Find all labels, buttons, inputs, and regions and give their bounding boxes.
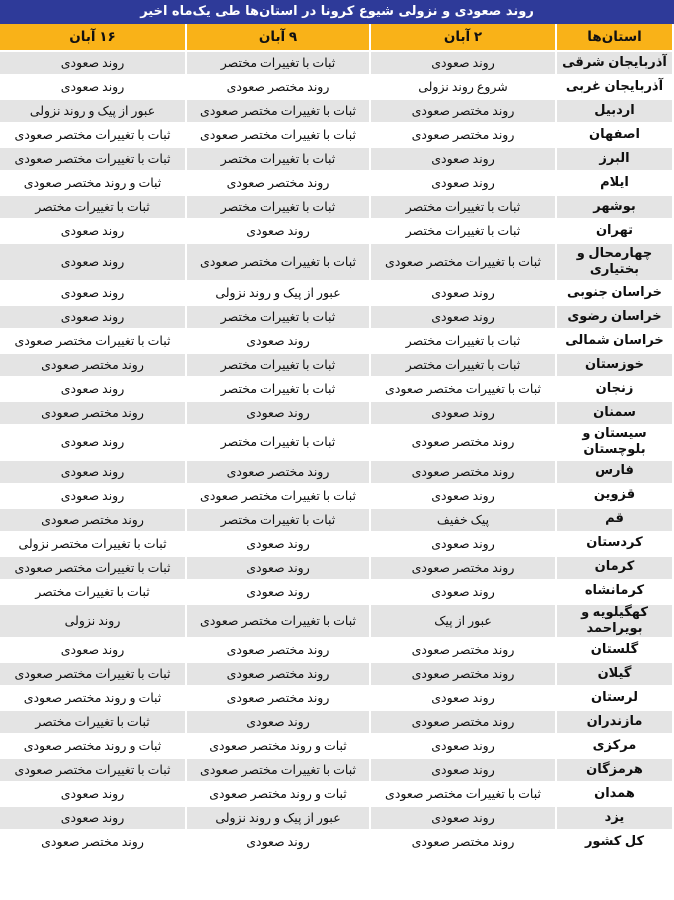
province-trend-table — [0, 24, 674, 855]
cell-date-2: روند مختصر صعودی — [186, 171, 370, 195]
cell-date-2: روند صعودی — [186, 532, 370, 556]
cell-province: کرمان — [556, 556, 673, 580]
cell-province: کردستان — [556, 532, 673, 556]
cell-date-1: روند صعودی — [370, 580, 556, 604]
cell-date-3: روند مختصر صعودی — [0, 508, 186, 532]
cell-date-1: شروع روند نزولی — [370, 75, 556, 99]
cell-date-2: عبور از پیک و روند نزولی — [186, 806, 370, 830]
header-row — [0, 24, 673, 51]
cell-date-1: روند مختصر صعودی — [370, 710, 556, 734]
cell-province: ایلام — [556, 171, 673, 195]
cell-date-2: روند صعودی — [186, 329, 370, 353]
table-row — [0, 758, 673, 782]
cell-date-3: روند نزولی — [0, 604, 186, 639]
cell-date-1: روند صعودی — [370, 51, 556, 75]
cell-date-1: روند مختصر صعودی — [370, 123, 556, 147]
cell-province: قزوین — [556, 484, 673, 508]
column-header-date-1: ۲ آبان — [370, 24, 556, 51]
cell-province: قم — [556, 508, 673, 532]
cell-date-2: عبور از پیک و روند نزولی — [186, 281, 370, 305]
cell-province: چهارمحال و بختیاری — [556, 243, 673, 281]
cell-date-3: ثبات با تغییرات مختصر — [0, 195, 186, 219]
cell-date-1: روند مختصر صعودی — [370, 425, 556, 460]
cell-date-2: ثبات با تغییرات مختصر — [186, 305, 370, 329]
cell-date-2: ثبات با تغییرات مختصر صعودی — [186, 758, 370, 782]
cell-date-3: روند صعودی — [0, 806, 186, 830]
cell-province: کرمانشاه — [556, 580, 673, 604]
cell-province: خوزستان — [556, 353, 673, 377]
cell-province: بوشهر — [556, 195, 673, 219]
table-row — [0, 580, 673, 604]
column-header-date-3: ۱۶ آبان — [0, 24, 186, 51]
cell-date-2: ثبات و روند مختصر صعودی — [186, 782, 370, 806]
cell-date-2: ثبات با تغییرات مختصر — [186, 425, 370, 460]
cell-date-3: روند صعودی — [0, 460, 186, 484]
cell-province: همدان — [556, 782, 673, 806]
cell-date-1: روند صعودی — [370, 401, 556, 425]
cell-province: کهگیلویه و بویراحمد — [556, 604, 673, 639]
table-row — [0, 638, 673, 662]
cell-province: خراسان رضوی — [556, 305, 673, 329]
cell-date-2: ثبات با تغییرات مختصر — [186, 147, 370, 171]
cell-date-1: روند صعودی — [370, 281, 556, 305]
cell-date-1: روند صعودی — [370, 806, 556, 830]
cell-date-3: ثبات با تغییرات مختصر — [0, 580, 186, 604]
cell-date-2: روند مختصر صعودی — [186, 662, 370, 686]
table-row — [0, 401, 673, 425]
cell-province: سمنان — [556, 401, 673, 425]
cell-date-3: ثبات با تغییرات مختصر نزولی — [0, 532, 186, 556]
cell-date-3: ثبات و روند مختصر صعودی — [0, 171, 186, 195]
column-header-date-2: ۹ آبان — [186, 24, 370, 51]
cell-date-1: عبور از پیک — [370, 604, 556, 639]
cell-date-1: ثبات با تغییرات مختصر — [370, 353, 556, 377]
cell-province: گیلان — [556, 662, 673, 686]
cell-date-1: روند صعودی — [370, 532, 556, 556]
table-row — [0, 734, 673, 758]
cell-date-1: ثبات با تغییرات مختصر — [370, 219, 556, 243]
cell-province: سیستان و بلوچستان — [556, 425, 673, 460]
table-row — [0, 662, 673, 686]
cell-date-1: روند مختصر صعودی — [370, 99, 556, 123]
cell-date-3: روند صعودی — [0, 377, 186, 401]
cell-date-1: ثبات با تغییرات مختصر — [370, 329, 556, 353]
table-row — [0, 710, 673, 734]
cell-date-1: ثبات با تغییرات مختصر صعودی — [370, 377, 556, 401]
cell-date-3: ثبات با تغییرات مختصر صعودی — [0, 662, 186, 686]
cell-date-3: ثبات با تغییرات مختصر صعودی — [0, 147, 186, 171]
cell-date-2: روند مختصر صعودی — [186, 460, 370, 484]
cell-date-3: ثبات و روند مختصر صعودی — [0, 734, 186, 758]
cell-province: هرمزگان — [556, 758, 673, 782]
cell-province: لرستان — [556, 686, 673, 710]
cell-date-2: ثبات با تغییرات مختصر صعودی — [186, 123, 370, 147]
cell-date-2: ثبات با تغییرات مختصر صعودی — [186, 484, 370, 508]
cell-date-3: ثبات با تغییرات مختصر — [0, 710, 186, 734]
cell-date-3: ثبات با تغییرات مختصر صعودی — [0, 329, 186, 353]
table-row — [0, 75, 673, 99]
cell-date-2: ثبات با تغییرات مختصر — [186, 51, 370, 75]
table-row — [0, 329, 673, 353]
cell-date-1: ثبات با تغییرات مختصر صعودی — [370, 782, 556, 806]
table-row — [0, 281, 673, 305]
cell-date-3: روند مختصر صعودی — [0, 401, 186, 425]
cell-date-3: روند صعودی — [0, 75, 186, 99]
cell-date-1: پیک خفیف — [370, 508, 556, 532]
cell-province: آذربایجان غربی — [556, 75, 673, 99]
cell-date-2: روند صعودی — [186, 830, 370, 854]
table-row — [0, 147, 673, 171]
cell-date-1: ثبات با تغییرات مختصر صعودی — [370, 243, 556, 281]
cell-date-3: عبور از پیک و روند نزولی — [0, 99, 186, 123]
cell-date-2: ثبات با تغییرات مختصر — [186, 195, 370, 219]
cell-date-2: ثبات با تغییرات مختصر صعودی — [186, 243, 370, 281]
cell-date-2: ثبات و روند مختصر صعودی — [186, 734, 370, 758]
cell-date-3: روند صعودی — [0, 425, 186, 460]
table-body — [0, 51, 673, 854]
cell-date-2: روند صعودی — [186, 580, 370, 604]
cell-date-1: روند صعودی — [370, 171, 556, 195]
cell-date-1: روند صعودی — [370, 484, 556, 508]
cell-date-2: ثبات با تغییرات مختصر — [186, 377, 370, 401]
cell-province: البرز — [556, 147, 673, 171]
table-row — [0, 830, 673, 854]
table-row — [0, 782, 673, 806]
cell-province: اردبیل — [556, 99, 673, 123]
cell-date-1: ثبات با تغییرات مختصر — [370, 195, 556, 219]
cell-date-1: روند صعودی — [370, 734, 556, 758]
cell-date-3: روند صعودی — [0, 243, 186, 281]
cell-date-2: روند صعودی — [186, 710, 370, 734]
cell-date-3: روند صعودی — [0, 484, 186, 508]
cell-date-1: روند صعودی — [370, 686, 556, 710]
cell-province: مازندران — [556, 710, 673, 734]
table-row — [0, 604, 673, 639]
cell-date-1: روند مختصر صعودی — [370, 556, 556, 580]
cell-province: کل کشور — [556, 830, 673, 854]
table-row — [0, 171, 673, 195]
table-row — [0, 806, 673, 830]
table-row — [0, 195, 673, 219]
cell-date-1: روند مختصر صعودی — [370, 662, 556, 686]
cell-date-2: روند صعودی — [186, 219, 370, 243]
table-row — [0, 353, 673, 377]
cell-date-2: ثبات با تغییرات مختصر — [186, 353, 370, 377]
table-row — [0, 219, 673, 243]
cell-date-3: ثبات با تغییرات مختصر صعودی — [0, 123, 186, 147]
table-row — [0, 508, 673, 532]
cell-province: اصفهان — [556, 123, 673, 147]
cell-date-2: روند مختصر صعودی — [186, 638, 370, 662]
table-row — [0, 99, 673, 123]
cell-date-1: روند مختصر صعودی — [370, 638, 556, 662]
cell-date-1: روند صعودی — [370, 147, 556, 171]
cell-date-3: روند صعودی — [0, 281, 186, 305]
cell-province: خراسان جنوبی — [556, 281, 673, 305]
table-row — [0, 377, 673, 401]
table-row — [0, 425, 673, 460]
cell-date-3: روند صعودی — [0, 51, 186, 75]
cell-province: زنجان — [556, 377, 673, 401]
cell-date-3: روند صعودی — [0, 782, 186, 806]
cell-date-3: روند مختصر صعودی — [0, 353, 186, 377]
cell-date-1: روند مختصر صعودی — [370, 460, 556, 484]
cell-date-3: روند صعودی — [0, 305, 186, 329]
cell-date-3: ثبات با تغییرات مختصر صعودی — [0, 556, 186, 580]
table-row — [0, 51, 673, 75]
cell-date-2: ثبات با تغییرات مختصر — [186, 508, 370, 532]
page-title: روند صعودی و نزولی شیوع کرونا در استان‌ها طی یک‌ماه اخیر — [0, 0, 674, 24]
table-row — [0, 123, 673, 147]
cell-province: یزد — [556, 806, 673, 830]
cell-date-1: روند مختصر صعودی — [370, 830, 556, 854]
table-row — [0, 243, 673, 281]
table-row — [0, 686, 673, 710]
cell-date-2: ثبات با تغییرات مختصر صعودی — [186, 604, 370, 639]
cell-date-3: روند صعودی — [0, 219, 186, 243]
table-row — [0, 305, 673, 329]
cell-date-2: ثبات با تغییرات مختصر صعودی — [186, 99, 370, 123]
cell-date-2: روند مختصر صعودی — [186, 75, 370, 99]
cell-date-2: روند صعودی — [186, 556, 370, 580]
cell-date-3: ثبات با تغییرات مختصر صعودی — [0, 758, 186, 782]
cell-date-1: روند صعودی — [370, 305, 556, 329]
cell-date-3: ثبات و روند مختصر صعودی — [0, 686, 186, 710]
cell-province: فارس — [556, 460, 673, 484]
cell-date-3: روند مختصر صعودی — [0, 830, 186, 854]
cell-province: خراسان شمالی — [556, 329, 673, 353]
table-row — [0, 460, 673, 484]
cell-date-2: روند صعودی — [186, 401, 370, 425]
cell-date-3: روند صعودی — [0, 638, 186, 662]
cell-province: آذربایجان شرقی — [556, 51, 673, 75]
table-row — [0, 484, 673, 508]
cell-province: گلستان — [556, 638, 673, 662]
table-row — [0, 556, 673, 580]
table-row — [0, 532, 673, 556]
cell-province: تهران — [556, 219, 673, 243]
cell-date-1: روند صعودی — [370, 758, 556, 782]
cell-province: مرکزی — [556, 734, 673, 758]
cell-date-2: روند مختصر صعودی — [186, 686, 370, 710]
column-header-province: استان‌ها — [556, 24, 673, 51]
table-header — [0, 24, 673, 51]
